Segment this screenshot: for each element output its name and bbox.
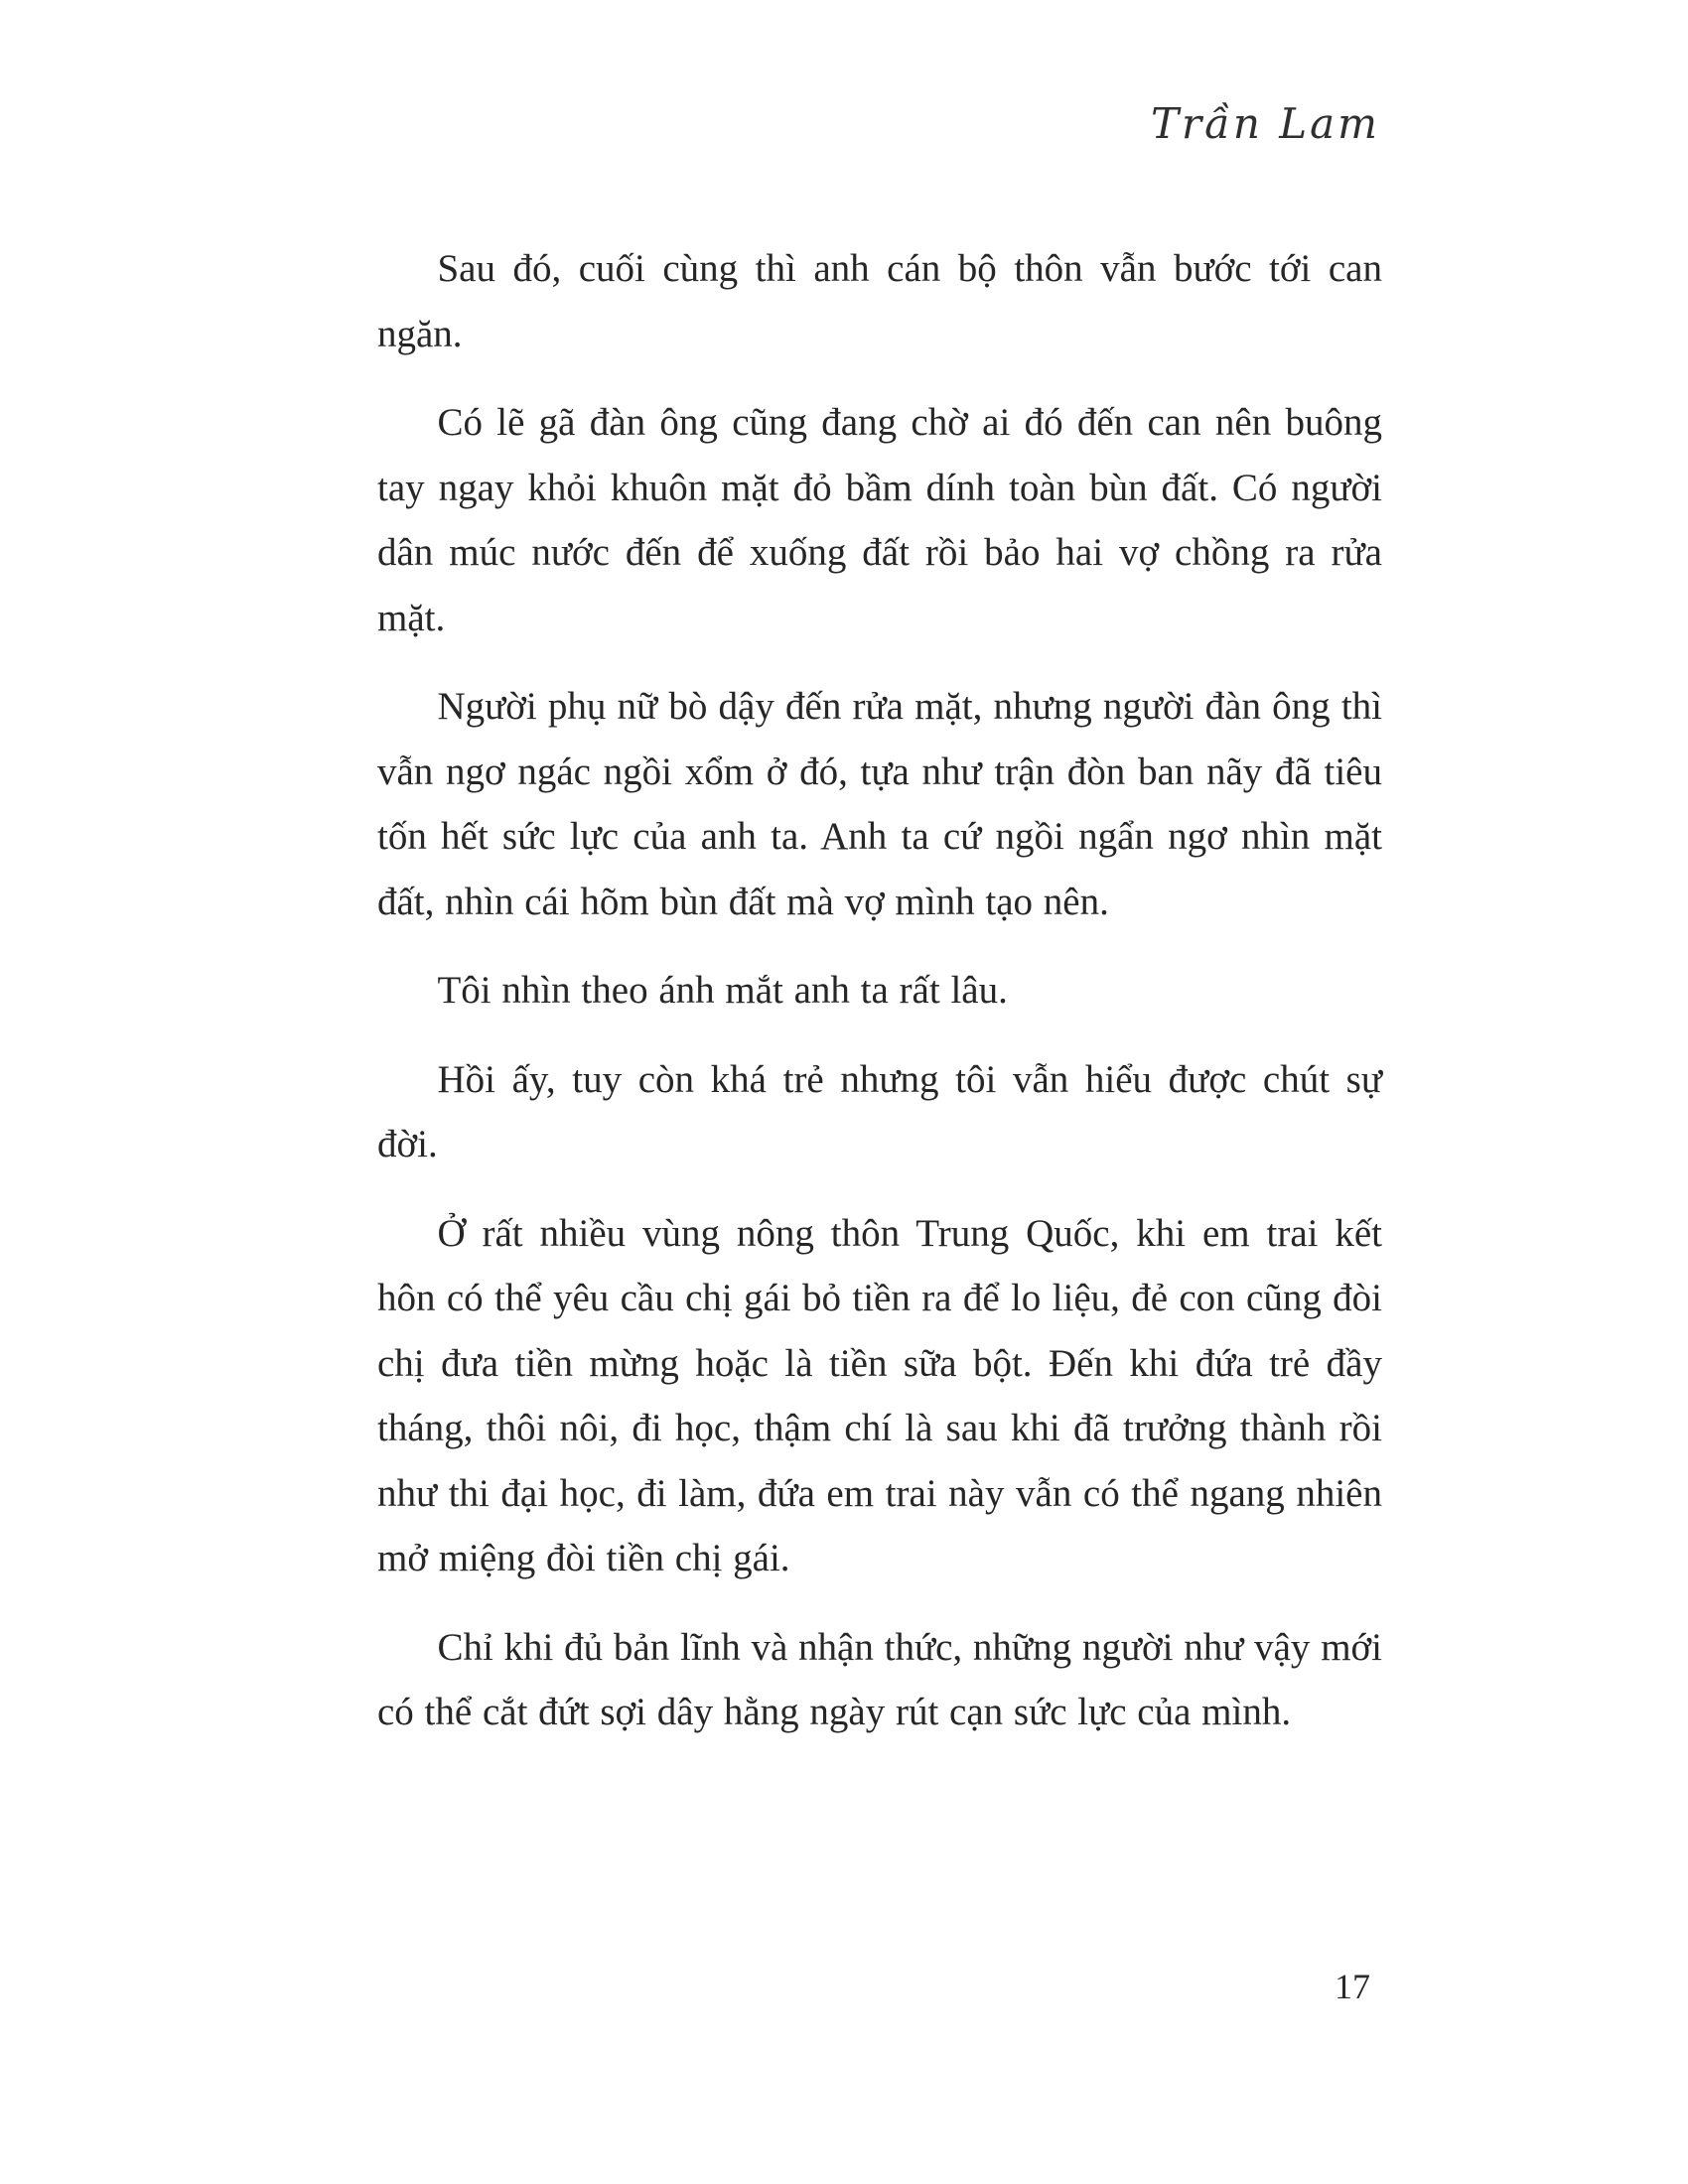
author-name: Trần Lam [1151, 99, 1380, 148]
page-body [377, 236, 1382, 1769]
paragraph: Người phụ nữ bò dậy đến rửa mặt, nhưng người đàn ông thì vẫn ngơ ngác ngồi xổm ở đó, tựa như trận đòn ban nãy đã tiêu tốn hết sức lực của anh ta. Anh ta cứ ngồi ngẩn ngơ nhìn mặt đất, nhìn cái hõm bùn đất mà vợ mình tạo nên. [377, 685, 1382, 923]
paragraph: Có lẽ gã đàn ông cũng đang chờ ai đó đến can nên buông tay ngay khỏi khuôn mặt đỏ bầm dính toàn bùn đất. Có người dân múc nước đến để xuống đất rồi bảo hai vợ chồng ra rửa mặt. [377, 401, 1382, 639]
running-header [1151, 99, 1380, 148]
paragraph: Hồi ấy, tuy còn khá trẻ nhưng tôi vẫn hiểu được chút sự đời. [377, 1057, 1382, 1166]
paragraph: Tôi nhìn theo ánh mắt anh ta rất lâu. [437, 969, 1008, 1013]
page-number: 17 [1335, 1967, 1370, 2006]
paragraph: Ở rất nhiều vùng nông thôn Trung Quốc, khi em trai kết hôn có thể yêu cầu chị gái bỏ tiền ra để lo liệu, đẻ con cũng đòi chị đưa tiền mừng hoặc là tiền sữa bột. Đến khi đứa trẻ đầy tháng, thôi nôi, đi học, thậm chí là sau khi đã trưởng thành rồi như thi đại học, đi làm, đứa em trai này vẫn có thể ngang nhiên mở miệng đòi tiền chị gái. [377, 1211, 1382, 1580]
paragraph: Sau đó, cuối cùng thì anh cán bộ thôn vẫn bước tới can ngăn. [377, 247, 1382, 355]
paragraph: Chỉ khi đủ bản lĩnh và nhận thức, những người như vậy mới có thể cắt đứt sợi dây hằng ngày rút cạn sức lực của mình. [377, 1625, 1382, 1734]
